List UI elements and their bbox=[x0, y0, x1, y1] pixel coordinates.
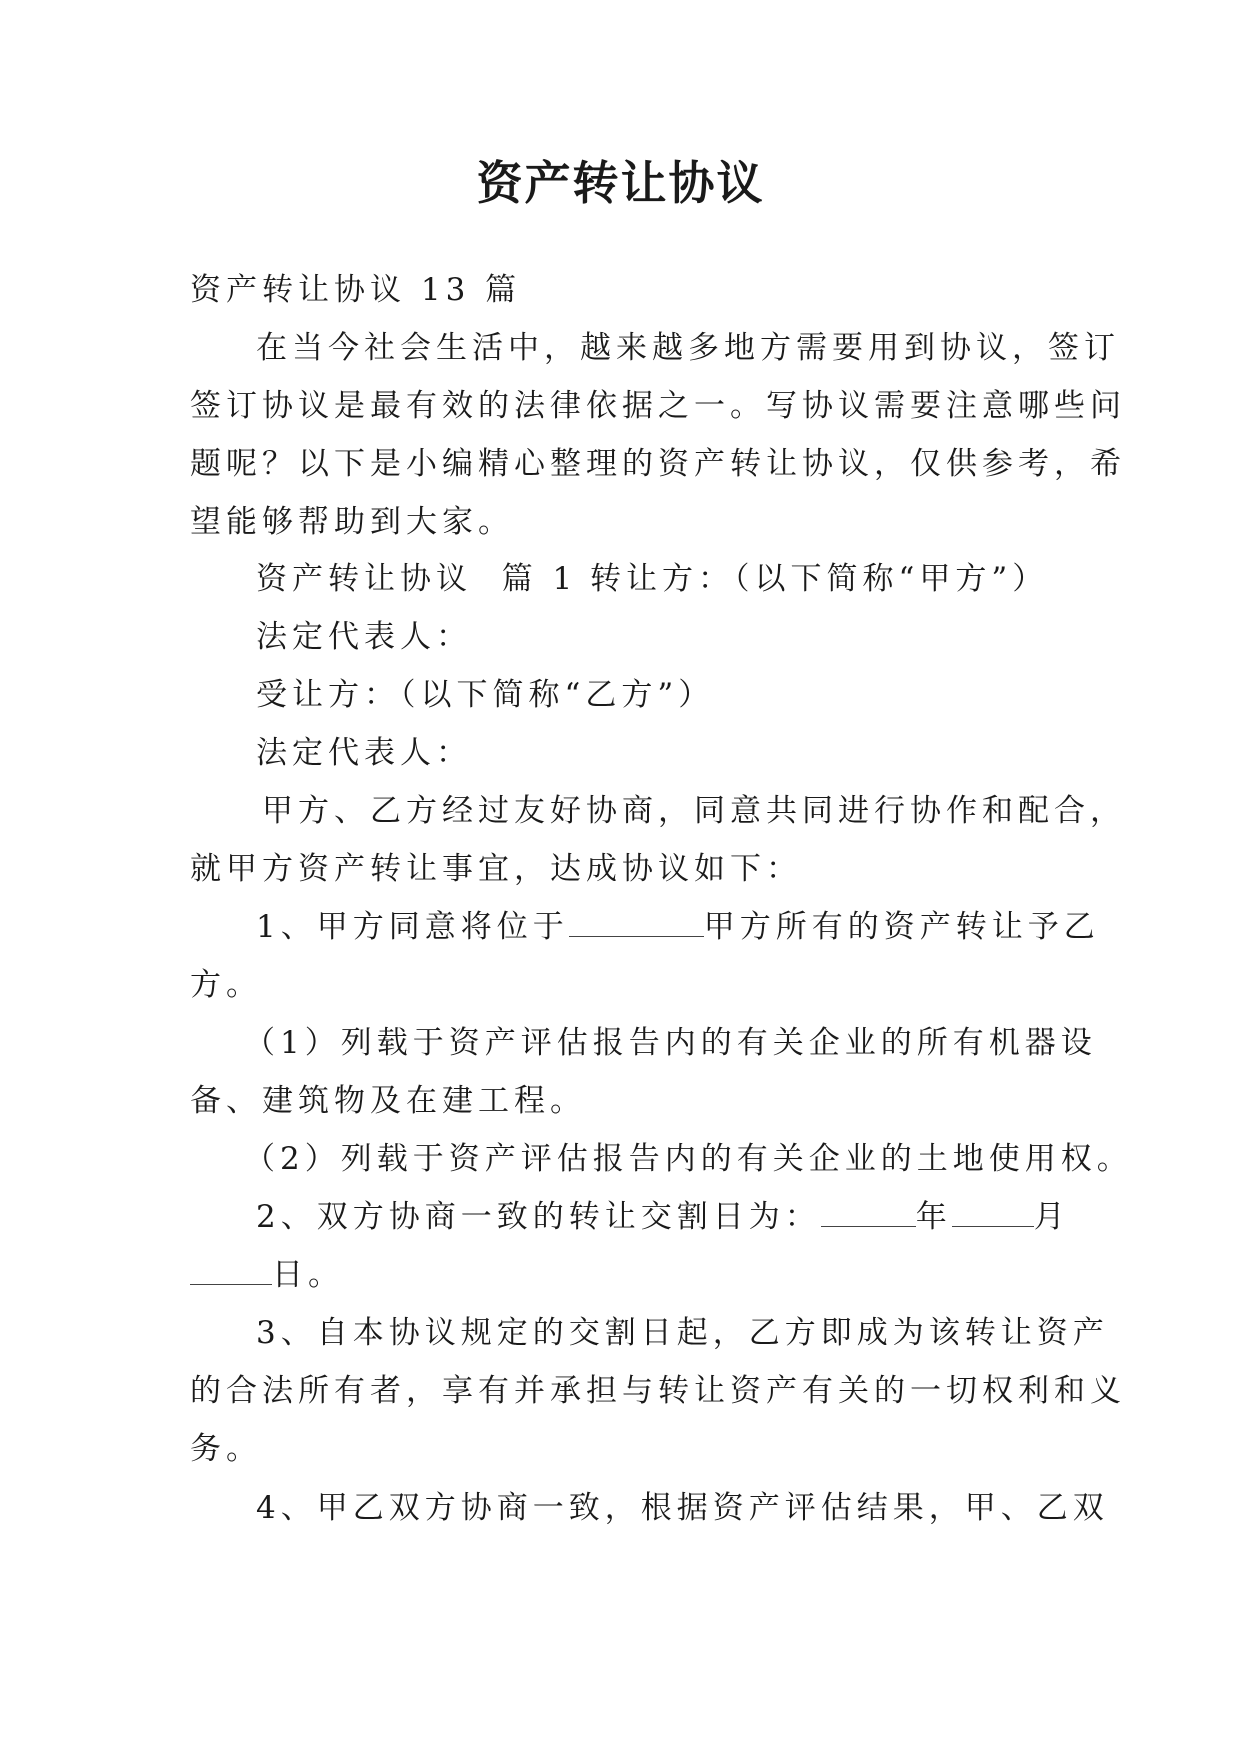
clause-3-line-3: 务。 bbox=[190, 1431, 262, 1467]
item-1-line-2: 备、建筑物及在建工程。 bbox=[190, 1083, 586, 1119]
intro-line-2: 签订协议是最有效的法律依据之一。写协议需要注意哪些问 bbox=[190, 388, 1126, 424]
item-1-line-1: （1）列载于资产评估报告内的有关企业的所有机器设 bbox=[244, 1025, 1097, 1061]
transferee-line: 受让方：（以下简称“乙方”） bbox=[256, 677, 715, 713]
clause-2-line-1 bbox=[256, 1195, 1070, 1239]
month-label: 月 bbox=[1033, 1199, 1070, 1235]
preamble-line-2: 就甲方资产转让事宜，达成协议如下： bbox=[190, 851, 802, 887]
intro-line-4: 望能够帮助到大家。 bbox=[190, 504, 514, 540]
document-subtitle: 资产转让协议 13 篇 bbox=[190, 272, 522, 308]
clause-1-prefix: 1、甲方同意将位于 bbox=[256, 909, 569, 945]
intro-line-1: 在当今社会生活中，越来越多地方需要用到协议，签订 bbox=[256, 330, 1120, 366]
clause-1-suffix: 甲方所有的资产转让予乙 bbox=[703, 909, 1100, 945]
page-title: 资产转让协议 bbox=[476, 156, 765, 210]
clause-1-line-1 bbox=[256, 905, 1100, 949]
clause-4-line-1: 4、甲乙双方协商一致，根据资产评估结果，甲、乙双 bbox=[256, 1490, 1109, 1526]
year-label: 年 bbox=[915, 1199, 952, 1235]
day-label: 日。 bbox=[272, 1257, 344, 1293]
month-blank bbox=[952, 1196, 1034, 1227]
clause-2-prefix: 2、双方协商一致的转让交割日为： bbox=[256, 1199, 821, 1235]
intro-line-3: 题呢？以下是小编精心整理的资产转让协议，仅供参考，希 bbox=[190, 446, 1126, 482]
clause-1-line-2: 方。 bbox=[190, 967, 262, 1003]
clause-3-line-2: 的合法所有者，享有并承担与转让资产有关的一切权利和义 bbox=[190, 1373, 1126, 1409]
item-2-line: （2）列载于资产评估报告内的有关企业的土地使用权。 bbox=[244, 1141, 1133, 1177]
clause-2-line-2 bbox=[190, 1253, 344, 1297]
transferor-line: 转让方：（以下简称“甲方”） bbox=[590, 561, 1049, 597]
clause-3-line-1: 3、自本协议规定的交割日起，乙方即成为该转让资产 bbox=[256, 1315, 1109, 1351]
year-blank bbox=[821, 1196, 916, 1227]
preamble-line-1: 甲方、乙方经过友好协商，同意共同进行协作和配合， bbox=[262, 793, 1126, 829]
day-blank bbox=[190, 1254, 272, 1285]
transferor-representative: 法定代表人： bbox=[256, 619, 472, 655]
transferee-representative: 法定代表人： bbox=[256, 735, 472, 771]
location-blank bbox=[569, 906, 704, 937]
article-heading: 资产转让协议 篇 1 bbox=[256, 561, 578, 597]
